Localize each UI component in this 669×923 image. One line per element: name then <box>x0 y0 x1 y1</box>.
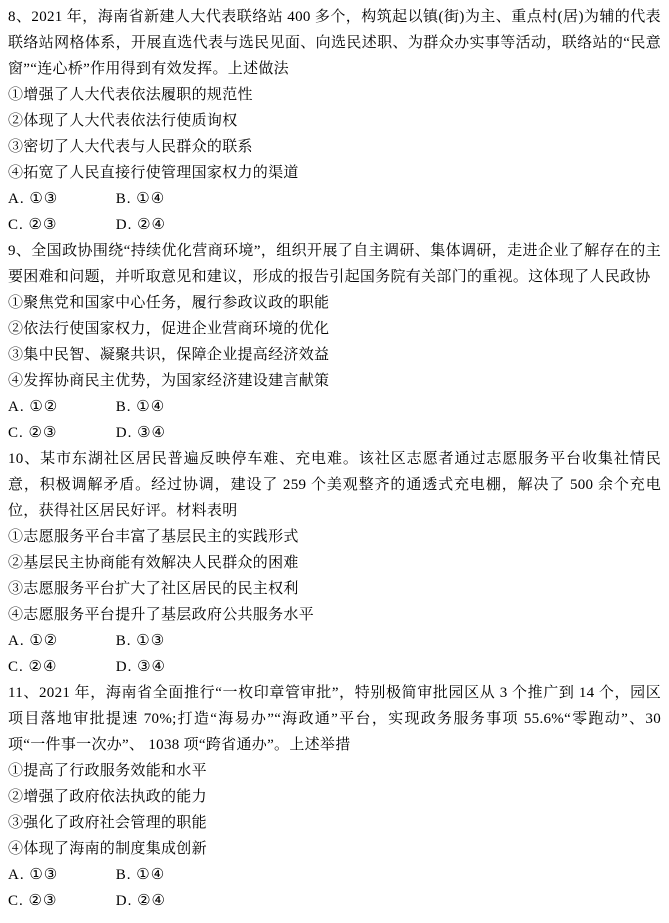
question-stem: 8、2021 年，海南省新建人大代表联络站 400 多个，构筑起以镇(街)为主、重点村(居)为辅的代表联络站网格体系，开展直选代表与选民见面、向选民述职、为群众办实事等活动，联络站的“民意窗”“连心桥”作用得到有效发挥。上述做法 <box>8 9 661 77</box>
option-item-3: ③强化了政府社会管理的职能 <box>8 815 207 831</box>
answer-choice-c: C. ②③ <box>8 893 58 909</box>
question-9 <box>8 238 661 446</box>
answer-choice-b: B. ①④ <box>115 867 166 883</box>
answer-row <box>8 628 661 654</box>
option-item-2: ②依法行使国家权力，促进企业营商环境的优化 <box>8 321 330 337</box>
answer-choice-c: C. ②④ <box>8 659 58 675</box>
answer-row <box>8 654 661 680</box>
answer-choice-b: B. ①④ <box>115 191 166 207</box>
option-item-4: ④志愿服务平台提升了基层政府公共服务水平 <box>8 607 315 623</box>
answer-choice-a: A. ①② <box>8 399 59 415</box>
answer-row <box>8 394 661 420</box>
answer-choice-d: D. ②④ <box>115 217 166 233</box>
option-item-1: ①提高了行政服务效能和水平 <box>8 763 207 779</box>
answer-choice-b: B. ①④ <box>115 399 166 415</box>
option-item-4: ④体现了海南的制度集成创新 <box>8 841 207 857</box>
answer-choice-b: B. ①③ <box>115 633 166 649</box>
option-item-4: ④发挥协商民主优势，为国家经济建设建言献策 <box>8 373 330 389</box>
option-item-2: ②基层民主协商能有效解决人民群众的困难 <box>8 555 299 571</box>
question-10 <box>8 446 661 680</box>
question-stem: 9、全国政协围绕“持续优化营商环境”，组织开展了自主调研、集体调研，走进企业了解存在的主要困难和问题，并听取意见和建议，形成的报告引起国务院有关部门的重视。这体现了人民政协 <box>8 243 661 285</box>
option-item-1: ①志愿服务平台丰富了基层民主的实践形式 <box>8 529 299 545</box>
answer-choice-d: D. ②④ <box>115 893 166 909</box>
option-item-1: ①增强了人大代表依法履职的规范性 <box>8 87 253 103</box>
option-item-4: ④拓宽了人民直接行使管理国家权力的渠道 <box>8 165 299 181</box>
question-11 <box>8 680 661 914</box>
answer-choice-a: A. ①③ <box>8 191 59 207</box>
option-item-3: ③志愿服务平台扩大了社区居民的民主权利 <box>8 581 299 597</box>
question-stem: 11、2021 年，海南省全面推行“一枚印章管审批”，特别极简审批园区从 3 个推广到 14 个，园区项目落地审批提速 70%;打造“海易办”“海政通”平台，实现政务服务事项 55.6%“零跑动”、30 项“一件事一次办”、 1038 项“跨省通办”。上述举措 <box>8 685 661 753</box>
option-item-1: ①聚焦党和国家中心任务，履行参政议政的职能 <box>8 295 330 311</box>
answer-choice-d: D. ③④ <box>115 425 166 441</box>
option-item-3: ③密切了人大代表与人民群众的联系 <box>8 139 253 155</box>
question-stem: 10、某市东湖社区居民普遍反映停车难、充电难。该社区志愿者通过志愿服务平台收集社情民意，积极调解矛盾。经过协调，建设了 259 个美观整齐的通透式充电棚，解决了 500 余个充电位，获得社区居民好评。材料表明 <box>8 451 661 519</box>
option-item-3: ③集中民智、凝聚共识，保障企业提高经济效益 <box>8 347 330 363</box>
question-8 <box>8 4 661 238</box>
answer-choice-c: C. ②③ <box>8 425 58 441</box>
option-item-2: ②体现了人大代表依法行使质询权 <box>8 113 238 129</box>
answer-row <box>8 186 661 212</box>
answer-row <box>8 862 661 888</box>
option-item-2: ②增强了政府依法执政的能力 <box>8 789 207 805</box>
answer-choice-a: A. ①② <box>8 633 59 649</box>
answer-row <box>8 888 661 914</box>
answer-choice-d: D. ③④ <box>115 659 166 675</box>
answer-row <box>8 420 661 446</box>
answer-choice-c: C. ②③ <box>8 217 58 233</box>
answer-choice-a: A. ①③ <box>8 867 59 883</box>
answer-row <box>8 212 661 238</box>
